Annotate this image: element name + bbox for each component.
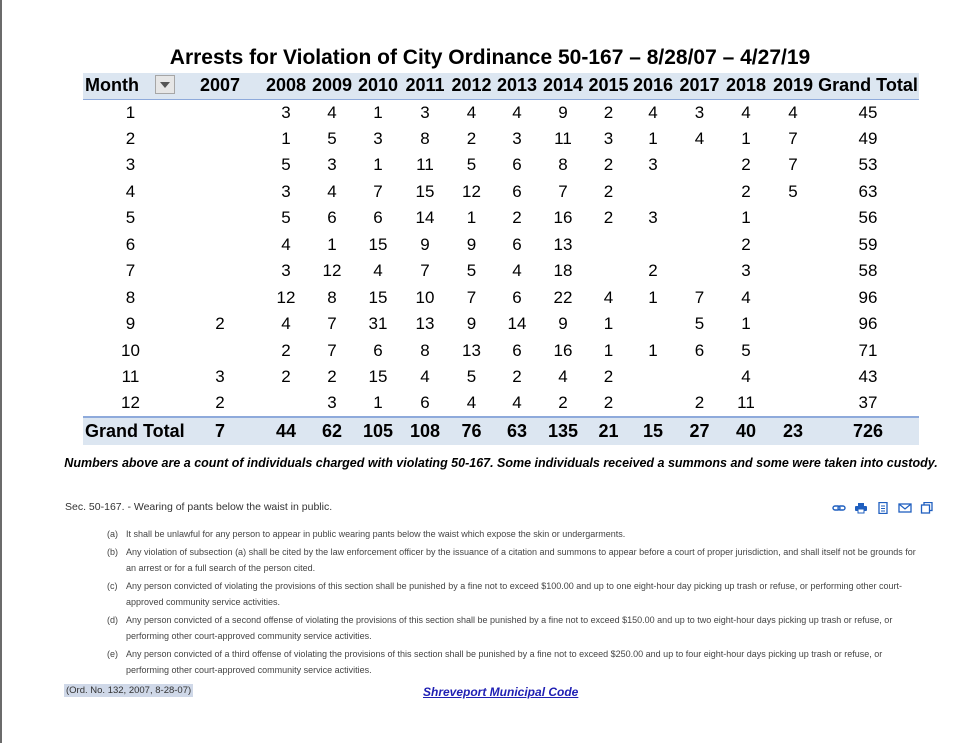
value-cell-2015 bbox=[587, 258, 630, 285]
year-header-2014: 2014 bbox=[539, 73, 587, 99]
month-cell: 8 bbox=[125, 287, 136, 307]
value-cell-2019 bbox=[769, 364, 817, 391]
value-cell-2009: 3 bbox=[327, 155, 337, 175]
value-cell-2017: 2 bbox=[694, 393, 705, 413]
subsection-d bbox=[107, 612, 927, 644]
value-cell-2010: 7 bbox=[373, 181, 383, 201]
dropdown-filter-icon[interactable] bbox=[155, 75, 175, 94]
municipal-code-link[interactable]: Shreveport Municipal Code bbox=[423, 685, 579, 699]
value-cell-2016 bbox=[630, 364, 676, 391]
value-cell-2009: 7 bbox=[327, 340, 337, 360]
table-note: Numbers above are a count of individuals charged with violating 50-167. Some individuals received a summons and some were taken into custody. bbox=[64, 456, 938, 470]
value-cell-2015: 2 bbox=[603, 155, 614, 175]
year-header-2013: 2013 bbox=[495, 73, 539, 99]
grand-total-cell-2012: 76 bbox=[448, 417, 495, 445]
grand-total-column-header: Grand Total bbox=[817, 73, 919, 99]
month-cell: 10 bbox=[121, 340, 140, 360]
value-cell-2011: 11 bbox=[416, 155, 434, 175]
table-row bbox=[83, 311, 919, 338]
value-cell-2007 bbox=[178, 232, 262, 259]
value-cell-2013: 4 bbox=[512, 261, 522, 281]
grand-total-cell-2017: 27 bbox=[676, 417, 723, 445]
value-cell-2008 bbox=[262, 391, 310, 418]
year-header-2017: 2017 bbox=[676, 73, 723, 99]
value-cell-2011: 3 bbox=[420, 102, 430, 122]
value-cell-2018: 4 bbox=[741, 102, 751, 122]
value-cell-2015: 2 bbox=[603, 367, 614, 387]
grand-total-cell-2018: 40 bbox=[723, 417, 769, 445]
value-cell-2013: 6 bbox=[512, 155, 522, 175]
value-cell-2019: 4 bbox=[788, 102, 798, 122]
value-cell-2011: 8 bbox=[420, 128, 430, 148]
subsection-text: It shall be unlawful for any person to appear in public wearing pants below the waist which expose the skin or undergarments. bbox=[126, 529, 626, 539]
value-cell-2012: 4 bbox=[466, 393, 477, 413]
copy-icon[interactable] bbox=[920, 502, 934, 514]
value-cell-2010: 6 bbox=[373, 340, 383, 360]
grand-total-cell-2014: 135 bbox=[539, 417, 587, 445]
table-row bbox=[83, 179, 919, 206]
value-cell-2016: 2 bbox=[648, 261, 658, 281]
value-cell-2018: 4 bbox=[741, 287, 751, 307]
value-cell-2017: 3 bbox=[694, 102, 705, 122]
value-cell-2011: 6 bbox=[420, 393, 430, 413]
value-cell-2007: 2 bbox=[215, 393, 225, 413]
value-cell-2007 bbox=[178, 338, 262, 365]
value-cell-2011: 15 bbox=[415, 181, 435, 201]
subsection-label: (d) bbox=[107, 615, 118, 625]
value-cell-2011: 8 bbox=[420, 340, 430, 360]
value-cell-2014: 9 bbox=[558, 102, 568, 122]
value-cell-2014: 18 bbox=[553, 261, 573, 281]
year-header-2015: 2015 bbox=[587, 73, 630, 99]
value-cell-2007: 3 bbox=[215, 367, 225, 387]
value-cell-2014: 2 bbox=[558, 393, 568, 413]
subsection-text: Any person convicted of a second offense of violating the provisions of this section shall be punished by a fine not to exceed $150.00 and up to two eight-hour days picking up trash or refuse, or performing other court-approved community service activities. bbox=[126, 615, 893, 641]
table-row bbox=[83, 258, 919, 285]
row-total-cell: 37 bbox=[858, 393, 878, 413]
row-total-cell: 43 bbox=[858, 367, 878, 387]
year-header-2007: 2007 bbox=[178, 73, 262, 99]
value-cell-2007 bbox=[178, 152, 262, 179]
link-icon[interactable] bbox=[832, 502, 846, 514]
value-cell-2008: 4 bbox=[281, 234, 291, 254]
value-cell-2017 bbox=[676, 205, 723, 232]
value-cell-2009: 4 bbox=[327, 102, 337, 122]
table-row bbox=[83, 99, 919, 126]
grand-total-row bbox=[83, 417, 919, 445]
grand-total-cell-2007: 7 bbox=[178, 417, 262, 445]
value-cell-2013: 2 bbox=[512, 367, 522, 387]
value-cell-2017: 4 bbox=[694, 128, 705, 148]
value-cell-2019 bbox=[769, 391, 817, 418]
value-cell-2017 bbox=[676, 232, 723, 259]
arrests-pivot-table bbox=[83, 73, 919, 445]
value-cell-2019 bbox=[769, 205, 817, 232]
subsection-label: (c) bbox=[107, 581, 118, 591]
value-cell-2015: 3 bbox=[603, 128, 614, 148]
value-cell-2009: 5 bbox=[327, 128, 337, 148]
row-total-cell: 59 bbox=[858, 234, 878, 254]
month-cell: 3 bbox=[125, 155, 136, 175]
value-cell-2016: 1 bbox=[648, 128, 658, 148]
value-cell-2013: 6 bbox=[512, 234, 522, 254]
value-cell-2010: 15 bbox=[368, 367, 388, 387]
value-cell-2008: 3 bbox=[281, 181, 291, 201]
value-cell-2012: 5 bbox=[466, 367, 477, 387]
value-cell-2016 bbox=[630, 232, 676, 259]
value-cell-2010: 31 bbox=[368, 314, 388, 334]
value-cell-2008: 2 bbox=[281, 340, 291, 360]
value-cell-2010: 15 bbox=[368, 287, 388, 307]
value-cell-2019: 7 bbox=[788, 128, 798, 148]
section-heading: Sec. 50-167. - Wearing of pants below the waist in public. bbox=[65, 501, 333, 513]
value-cell-2019 bbox=[769, 285, 817, 312]
value-cell-2014: 16 bbox=[553, 208, 573, 228]
table-row bbox=[83, 205, 919, 232]
value-cell-2014: 7 bbox=[558, 181, 568, 201]
value-cell-2014: 22 bbox=[553, 287, 573, 307]
value-cell-2007 bbox=[178, 99, 262, 126]
table-row bbox=[83, 391, 919, 418]
value-cell-2010: 1 bbox=[373, 155, 383, 175]
year-header-2012: 2012 bbox=[448, 73, 495, 99]
value-cell-2018: 3 bbox=[741, 261, 751, 281]
value-cell-2014: 13 bbox=[553, 234, 573, 254]
value-cell-2012: 2 bbox=[466, 128, 477, 148]
value-cell-2009: 2 bbox=[327, 367, 337, 387]
value-cell-2015: 1 bbox=[603, 340, 614, 360]
value-cell-2015: 2 bbox=[603, 181, 614, 201]
value-cell-2017 bbox=[676, 179, 723, 206]
year-header-2016: 2016 bbox=[630, 73, 676, 99]
value-cell-2019: 7 bbox=[788, 155, 798, 175]
value-cell-2017 bbox=[676, 258, 723, 285]
subsection-label: (e) bbox=[107, 649, 118, 659]
value-cell-2011: 4 bbox=[420, 367, 430, 387]
table-row bbox=[83, 364, 919, 391]
subsection-label: (a) bbox=[107, 529, 118, 539]
value-cell-2010: 1 bbox=[373, 102, 383, 122]
subsection-a bbox=[107, 526, 927, 542]
value-cell-2015 bbox=[587, 232, 630, 259]
value-cell-2010: 4 bbox=[373, 261, 383, 281]
table-row bbox=[83, 338, 919, 365]
value-cell-2013: 6 bbox=[512, 340, 522, 360]
year-header-2010: 2010 bbox=[354, 73, 402, 99]
month-column-header bbox=[83, 73, 178, 99]
month-cell: 12 bbox=[121, 393, 140, 413]
row-total-cell: 96 bbox=[858, 287, 878, 307]
value-cell-2013: 14 bbox=[507, 314, 527, 334]
value-cell-2018: 2 bbox=[741, 234, 751, 254]
value-cell-2018: 2 bbox=[741, 155, 751, 175]
value-cell-2018: 4 bbox=[741, 367, 751, 387]
value-cell-2013: 4 bbox=[512, 102, 522, 122]
table-row bbox=[83, 152, 919, 179]
left-border-line bbox=[0, 0, 2, 743]
year-header-2008: 2008 bbox=[262, 73, 310, 99]
value-cell-2009: 7 bbox=[327, 314, 337, 334]
value-cell-2012: 5 bbox=[466, 261, 477, 281]
value-cell-2007 bbox=[178, 258, 262, 285]
value-cell-2012: 4 bbox=[466, 102, 477, 122]
value-cell-2015: 2 bbox=[603, 208, 614, 228]
value-cell-2011: 10 bbox=[415, 287, 435, 307]
value-cell-2014: 11 bbox=[554, 128, 572, 148]
value-cell-2016: 3 bbox=[648, 208, 658, 228]
value-cell-2017 bbox=[676, 364, 723, 391]
grand-total-cell-2016: 15 bbox=[630, 417, 676, 445]
month-cell: 9 bbox=[125, 314, 136, 334]
value-cell-2007 bbox=[178, 126, 262, 153]
month-header-label: Month bbox=[85, 75, 139, 96]
value-cell-2018: 1 bbox=[741, 314, 751, 334]
print-icon[interactable] bbox=[854, 502, 868, 514]
value-cell-2016 bbox=[630, 179, 676, 206]
value-cell-2008: 3 bbox=[281, 261, 291, 281]
value-cell-2008: 1 bbox=[281, 128, 291, 148]
grand-total-cell-2009: 62 bbox=[310, 417, 354, 445]
value-cell-2010: 1 bbox=[373, 393, 383, 413]
value-cell-2013: 4 bbox=[512, 393, 522, 413]
value-cell-2016 bbox=[630, 391, 676, 418]
value-cell-2008: 5 bbox=[281, 208, 291, 228]
table-row bbox=[83, 126, 919, 153]
subsection-c bbox=[107, 578, 927, 610]
table-row bbox=[83, 285, 919, 312]
value-cell-2014: 16 bbox=[553, 340, 573, 360]
value-cell-2017 bbox=[676, 152, 723, 179]
value-cell-2012: 9 bbox=[466, 314, 477, 334]
month-cell: 1 bbox=[125, 102, 136, 122]
value-cell-2016: 3 bbox=[648, 155, 658, 175]
month-cell: 11 bbox=[121, 367, 140, 387]
row-total-cell: 56 bbox=[858, 208, 878, 228]
value-cell-2007 bbox=[178, 285, 262, 312]
month-cell: 4 bbox=[125, 181, 136, 201]
value-cell-2012: 7 bbox=[466, 287, 477, 307]
value-cell-2018: 11 bbox=[737, 393, 755, 413]
value-cell-2012: 9 bbox=[466, 234, 477, 254]
value-cell-2008: 3 bbox=[281, 102, 291, 122]
row-total-cell: 63 bbox=[858, 181, 878, 201]
document-icon[interactable] bbox=[876, 502, 890, 514]
value-cell-2012: 13 bbox=[462, 340, 481, 360]
value-cell-2013: 3 bbox=[512, 128, 522, 148]
value-cell-2011: 13 bbox=[415, 314, 435, 334]
pivot-table-body bbox=[83, 99, 919, 417]
value-cell-2012: 5 bbox=[466, 155, 477, 175]
value-cell-2018: 5 bbox=[741, 340, 751, 360]
month-cell: 5 bbox=[125, 208, 136, 228]
value-cell-2016: 1 bbox=[648, 287, 658, 307]
ordinance-citation: (Ord. No. 132, 2007, 8-28-07) bbox=[66, 685, 192, 696]
value-cell-2014: 8 bbox=[558, 155, 568, 175]
grand-total-cell-2011: 108 bbox=[402, 417, 448, 445]
value-cell-2007 bbox=[178, 179, 262, 206]
year-header-2018: 2018 bbox=[723, 73, 769, 99]
value-cell-2013: 6 bbox=[512, 181, 522, 201]
subsection-text: Any person convicted of a third offense of violating the provisions of this section shall be punished by a fine not to exceed $250.00 and up to four eight-hour days picking up trash or refuse, or performing other court-approved community service activities. bbox=[126, 649, 883, 675]
row-total-cell: 45 bbox=[858, 102, 878, 122]
value-cell-2016 bbox=[630, 311, 676, 338]
row-total-cell: 49 bbox=[858, 128, 878, 148]
value-cell-2011: 7 bbox=[420, 261, 430, 281]
value-cell-2008: 4 bbox=[281, 314, 291, 334]
value-cell-2019 bbox=[769, 311, 817, 338]
value-cell-2012: 1 bbox=[466, 208, 477, 228]
value-cell-2018: 1 bbox=[741, 128, 751, 148]
value-cell-2009: 1 bbox=[327, 234, 337, 254]
month-cell: 6 bbox=[125, 234, 136, 254]
grand-total-cell-2013: 63 bbox=[495, 417, 539, 445]
row-total-cell: 96 bbox=[858, 314, 878, 334]
value-cell-2015: 2 bbox=[603, 393, 614, 413]
value-cell-2016: 4 bbox=[648, 102, 658, 122]
value-cell-2010: 15 bbox=[368, 234, 388, 254]
value-cell-2009: 6 bbox=[327, 208, 337, 228]
row-total-cell: 53 bbox=[858, 155, 878, 175]
year-header-2011: 2011 bbox=[402, 73, 448, 99]
subsection-text: Any violation of subsection (a) shall be cited by the law enforcement officer by the issuance of a citation and summons to appear before a court of proper jurisdiction, and shall itself not be grounds for an arrest or for a full search of the person cited. bbox=[126, 547, 916, 573]
value-cell-2013: 6 bbox=[512, 287, 522, 307]
table-title: Arrests for Violation of City Ordinance 50-167 – 8/28/07 – 4/27/19 bbox=[169, 46, 811, 69]
email-icon[interactable] bbox=[898, 502, 912, 514]
value-cell-2019 bbox=[769, 258, 817, 285]
section-subsections bbox=[107, 526, 927, 680]
value-cell-2019: 5 bbox=[788, 181, 798, 201]
year-header-2019: 2019 bbox=[769, 73, 817, 99]
month-cell: 7 bbox=[125, 261, 136, 281]
subsection-text: Any person convicted of violating the provisions of this section shall be punished by a fine not to exceed $100.00 and up to one eight-hour day picking up trash or refuse, or performing other court-approved community service activities. bbox=[126, 581, 902, 607]
value-cell-2011: 14 bbox=[415, 208, 435, 228]
value-cell-2009: 4 bbox=[327, 181, 337, 201]
value-cell-2009: 12 bbox=[322, 261, 342, 281]
value-cell-2007 bbox=[178, 205, 262, 232]
value-cell-2019 bbox=[769, 232, 817, 259]
row-total-cell: 71 bbox=[858, 340, 878, 360]
value-cell-2011: 9 bbox=[420, 234, 430, 254]
row-total-cell: 58 bbox=[858, 261, 878, 281]
value-cell-2007: 2 bbox=[215, 314, 225, 334]
table-row bbox=[83, 232, 919, 259]
value-cell-2012: 12 bbox=[462, 181, 481, 201]
subsection-label: (b) bbox=[107, 547, 118, 557]
grand-total-label: Grand Total bbox=[83, 417, 178, 445]
value-cell-2008: 12 bbox=[276, 287, 296, 307]
grand-total-cell-2008: 44 bbox=[262, 417, 310, 445]
value-cell-2013: 2 bbox=[512, 208, 522, 228]
value-cell-2008: 2 bbox=[281, 367, 291, 387]
value-cell-2009: 3 bbox=[327, 393, 337, 413]
value-cell-2010: 6 bbox=[373, 208, 383, 228]
value-cell-2017: 6 bbox=[694, 340, 705, 360]
value-cell-2014: 9 bbox=[558, 314, 568, 334]
section-toolbar bbox=[832, 502, 934, 514]
value-cell-2008: 5 bbox=[281, 155, 291, 175]
value-cell-2017: 5 bbox=[694, 314, 705, 334]
value-cell-2010: 3 bbox=[373, 128, 383, 148]
value-cell-2016: 1 bbox=[648, 340, 658, 360]
value-cell-2015: 1 bbox=[603, 314, 614, 334]
value-cell-2015: 2 bbox=[603, 102, 614, 122]
subsection-b bbox=[107, 544, 927, 576]
value-cell-2017: 7 bbox=[694, 287, 705, 307]
year-header-2009: 2009 bbox=[310, 73, 354, 99]
value-cell-2019 bbox=[769, 338, 817, 365]
header-row bbox=[83, 73, 919, 99]
value-cell-2015: 4 bbox=[603, 287, 614, 307]
subsection-e bbox=[107, 646, 927, 678]
month-cell: 2 bbox=[125, 128, 136, 148]
grand-total-cell-2010: 105 bbox=[354, 417, 402, 445]
value-cell-2014: 4 bbox=[558, 367, 568, 387]
value-cell-2018: 2 bbox=[741, 181, 751, 201]
value-cell-2018: 1 bbox=[741, 208, 751, 228]
grand-total-cell-2015: 21 bbox=[587, 417, 630, 445]
grand-total-overall-cell: 726 bbox=[817, 417, 919, 445]
value-cell-2009: 8 bbox=[327, 287, 337, 307]
grand-total-cell-2019: 23 bbox=[769, 417, 817, 445]
